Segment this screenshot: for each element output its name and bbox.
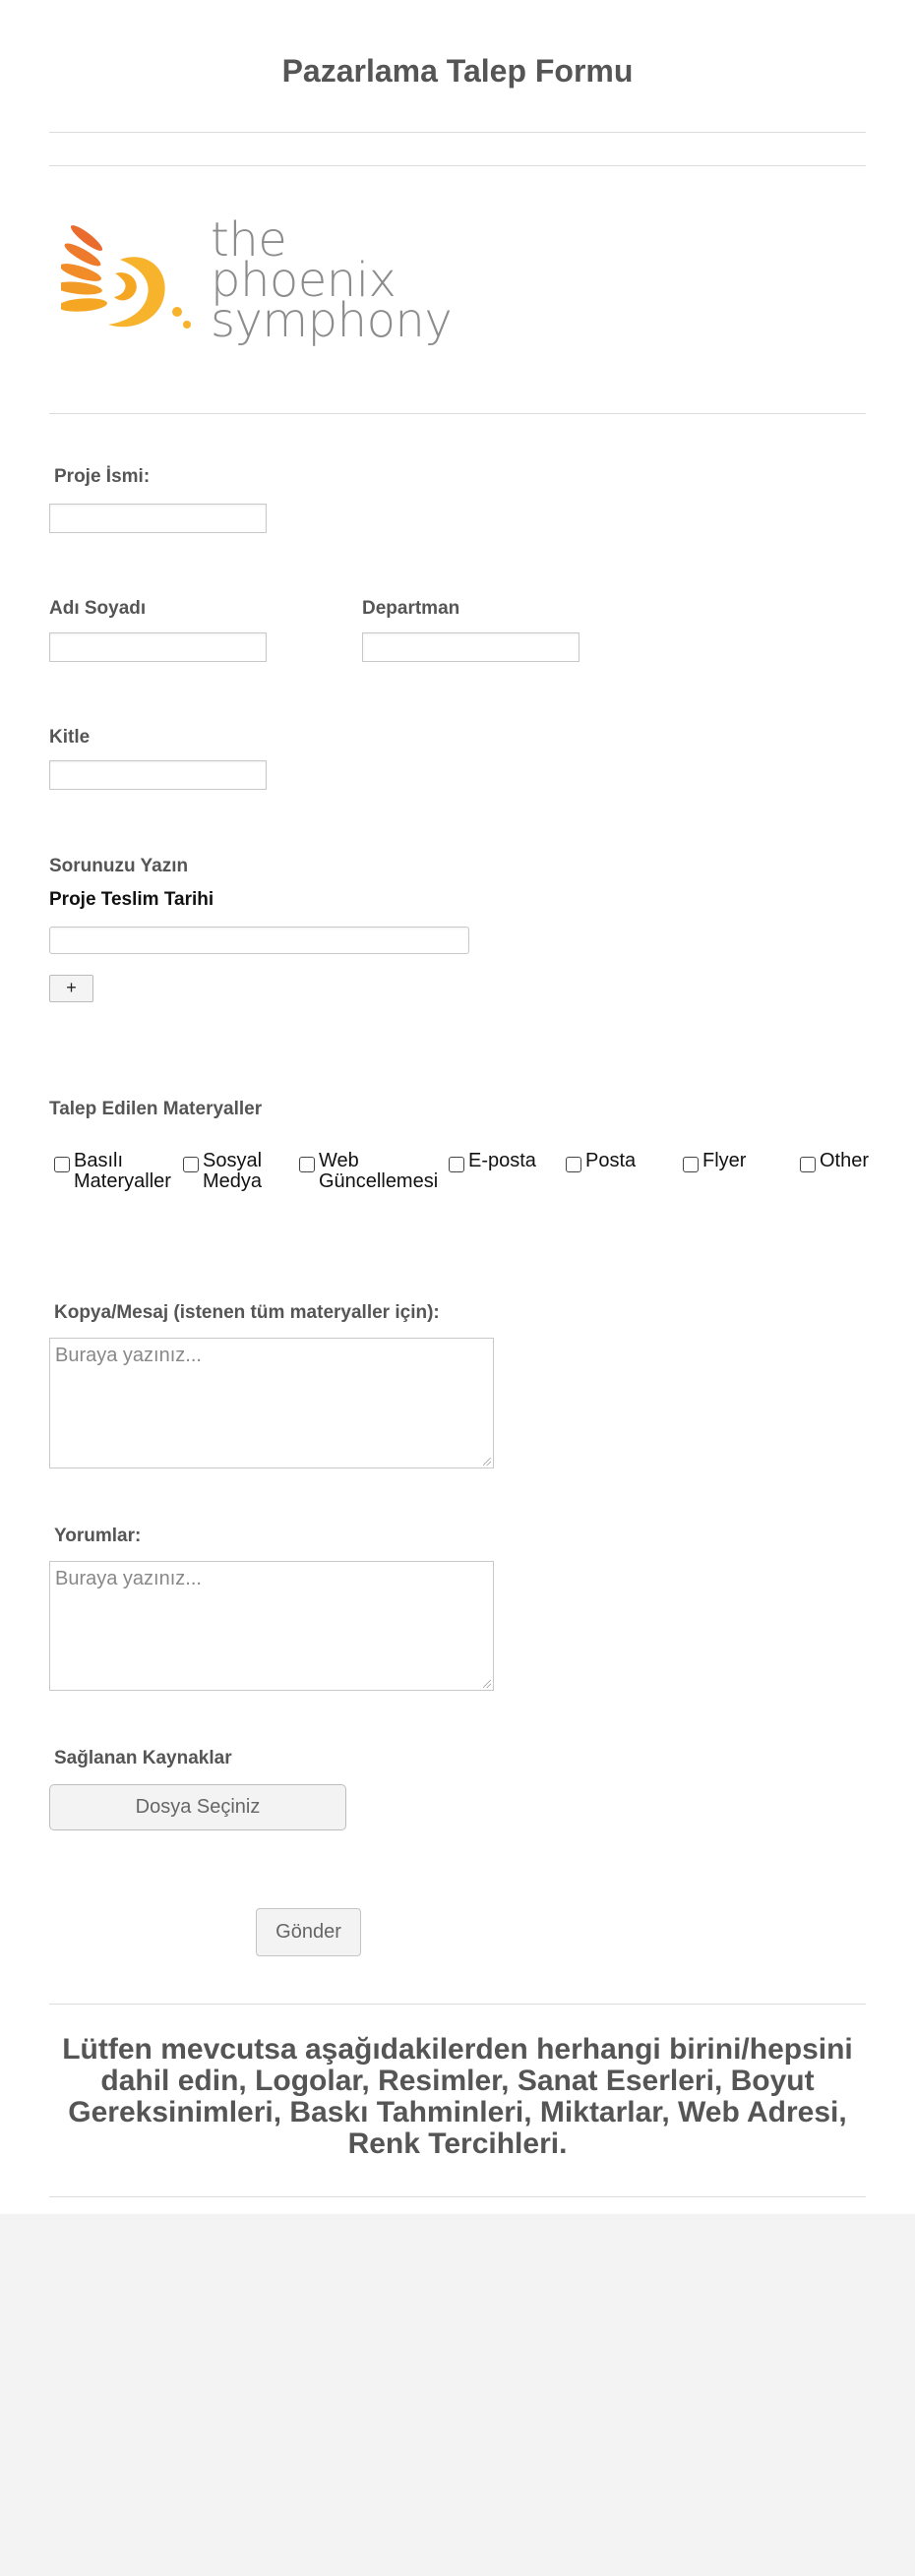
resize-handle-icon[interactable] [483, 1680, 491, 1688]
checkbox[interactable] [449, 1157, 464, 1172]
copy-message-textarea[interactable] [49, 1338, 494, 1468]
textarea-placeholder: Buraya yazınız... [55, 1345, 202, 1366]
materials-label: Talep Edilen Materyaller [49, 1099, 263, 1119]
comments-textarea[interactable] [49, 1561, 494, 1691]
delivery-date-label: Proje Teslim Tarihi [49, 889, 214, 910]
material-option-web-update[interactable] [299, 1151, 438, 1192]
choose-file-button[interactable]: Dosya Seçiniz [49, 1784, 346, 1830]
checkbox[interactable] [566, 1157, 581, 1172]
option-label: Basılı [74, 1150, 124, 1171]
material-option-other[interactable] [800, 1151, 869, 1172]
material-option-flyer[interactable] [683, 1151, 746, 1172]
checkbox[interactable] [54, 1157, 70, 1172]
comments-label: Yorumlar: [54, 1526, 142, 1546]
logo-line: the [211, 212, 287, 268]
instructions-note: Lütfen mevcutsa aşağıdakilerden herhangi birini/hepsini dahil edin, Logolar, Resimler, Sanat Eserleri, Boyut Gereksinimleri, Baskı Tahminleri, Miktarlar, Web Adresi, Renk Tercihleri. [62, 2033, 853, 2160]
divider [49, 132, 866, 133]
delivery-date-input[interactable] [49, 927, 469, 954]
phoenix-logo-icon [61, 218, 199, 351]
divider [49, 2004, 866, 2005]
audience-label: Kitle [49, 727, 91, 748]
project-name-input[interactable] [49, 504, 267, 533]
material-option-social-media[interactable] [183, 1151, 262, 1192]
project-name-label: Proje İsmi: [54, 466, 151, 487]
full-name-input[interactable] [49, 632, 267, 662]
checkbox[interactable] [299, 1157, 315, 1172]
option-label: E-posta [468, 1150, 536, 1171]
checkbox[interactable] [683, 1157, 699, 1172]
page-title: Pazarlama Talep Formu [281, 53, 634, 89]
logo-line: symphony [211, 293, 453, 348]
resize-handle-icon[interactable] [483, 1458, 491, 1466]
option-label: Materyaller [74, 1170, 171, 1192]
divider [49, 165, 866, 166]
option-label: Sosyal [203, 1150, 263, 1171]
textarea-placeholder: Buraya yazınız... [55, 1568, 202, 1589]
logo-wordmark [211, 212, 453, 348]
copy-message-label: Kopya/Mesaj (istenen tüm materyaller için): [54, 1302, 440, 1323]
option-label: Flyer [702, 1150, 747, 1171]
option-label: Other [820, 1150, 870, 1171]
submit-button[interactable]: Gönder [256, 1908, 361, 1956]
logo-line: phoenix [211, 253, 396, 308]
department-input[interactable] [362, 632, 580, 662]
audience-input[interactable] [49, 760, 267, 790]
option-label: Posta [585, 1150, 637, 1171]
checkbox[interactable] [183, 1157, 199, 1172]
option-label: Web [319, 1150, 359, 1171]
checkbox[interactable] [800, 1157, 816, 1172]
divider [49, 2196, 866, 2197]
full-name-label: Adı Soyadı [49, 598, 147, 619]
resources-label: Sağlanan Kaynaklar [54, 1748, 232, 1768]
department-label: Departman [362, 598, 460, 619]
option-label: Medya [203, 1170, 263, 1192]
divider [49, 413, 866, 414]
material-option-mail[interactable] [566, 1151, 636, 1172]
material-option-email[interactable] [449, 1151, 536, 1172]
logo [61, 218, 199, 351]
material-option-print[interactable] [54, 1151, 171, 1192]
option-label: Güncellemesi [319, 1170, 439, 1192]
add-date-button[interactable]: + [49, 975, 93, 1002]
question-heading: Sorunuzu Yazın [49, 856, 189, 876]
